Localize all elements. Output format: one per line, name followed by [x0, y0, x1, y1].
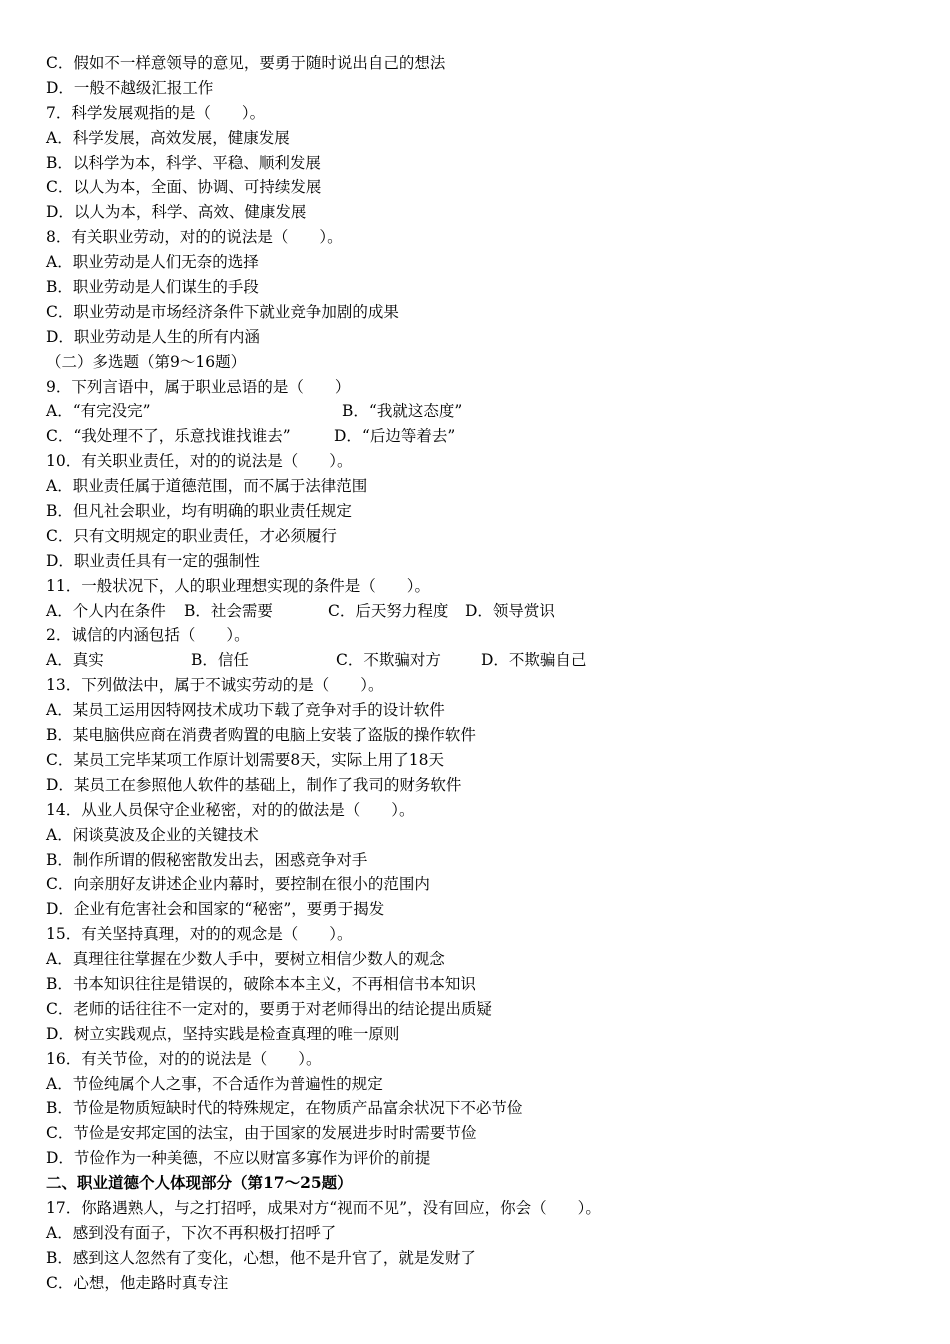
option-c: C．“我处理不了，乐意找谁找谁去”: [46, 427, 291, 446]
option-b: B．“我就这态度”: [342, 402, 463, 421]
option-a: A．个人内在条件: [46, 601, 166, 620]
option-line: B．职业劳动是人们谋生的手段: [46, 278, 259, 297]
question-7: 7．科学发展观指的是（ ）。: [46, 103, 266, 122]
option-line: C．向亲朋好友讲述企业内幕时，要控制在很小的范围内: [46, 875, 430, 894]
option-line: D．企业有危害社会和国家的“秘密”，要勇于揭发: [46, 900, 385, 919]
q9-options-row-1: [46, 399, 926, 424]
option-line: B．感到这人忽然有了变化，心想，他不是升官了，就是发财了: [46, 1248, 476, 1267]
option-line: D．以人为本，科学、高效、健康发展: [46, 203, 307, 222]
option-line: A．节俭纯属个人之事，不合适作为普遍性的规定: [46, 1074, 383, 1093]
document-page: [46, 51, 926, 1296]
option-line: A．真理往往掌握在少数人手中，要树立相信少数人的观念: [46, 950, 445, 969]
option-c: C．不欺骗对方: [336, 651, 441, 670]
option-line: A．职业责任属于道德范围，而不属于法律范围: [46, 477, 368, 496]
question-11: 11．一般状况下，人的职业理想实现的条件是（ ）。: [46, 576, 430, 595]
option-d: D．领导赏识: [465, 601, 555, 620]
question-10: 10．有关职业责任，对的的说法是（ ）。: [46, 452, 353, 471]
question-14: 14．从业人员保守企业秘密，对的的做法是（ ）。: [46, 800, 415, 819]
option-line: B．但凡社会职业，均有明确的职业责任规定: [46, 502, 352, 521]
option-line: C．职业劳动是市场经济条件下就业竞争加剧的成果: [46, 302, 399, 321]
option-line: C．节俭是安邦定国的法宝，由于国家的发展进步时时需要节俭: [46, 1124, 477, 1143]
option-line: D．职业劳动是人生的所有内涵: [46, 327, 260, 346]
question-9: 9．下列言语中，属于职业忌语的是（ ）: [46, 377, 351, 396]
option-line: B．节俭是物质短缺时代的特殊规定，在物质产品富余状况下不必节俭: [46, 1099, 523, 1118]
q9-options-row-2: [46, 424, 926, 449]
option-line: C．以人为本，全面、协调、可持续发展: [46, 178, 322, 197]
text-line: D．一般不越级汇报工作: [46, 78, 214, 97]
option-line: B．某电脑供应商在消费者购置的电脑上安装了盗版的操作软件: [46, 726, 476, 745]
option-line: A．感到没有面子，下次不再积极打招呼了: [46, 1223, 337, 1242]
option-d: D．不欺骗自己: [481, 651, 587, 670]
option-line: C．心想，他走路时真专注: [46, 1273, 229, 1292]
option-b: B．信任: [191, 651, 249, 670]
question-8: 8．有关职业劳动，对的的说法是（ ）。: [46, 228, 343, 247]
option-d: D．“后边等着去”: [334, 427, 456, 446]
option-line: D．树立实践观点，坚持实践是检查真理的唯一原则: [46, 1024, 400, 1043]
question-13: 13．下列做法中，属于不诚实劳动的是（ ）。: [46, 676, 384, 695]
q11-options-row: [46, 599, 926, 624]
option-line: D．节俭作为一种美德，不应以财富多寡作为评价的前提: [46, 1149, 431, 1168]
option-a: A．“有完没完”: [46, 402, 151, 421]
option-b: B．社会需要: [184, 601, 273, 620]
option-c: C．后天努力程度: [328, 601, 449, 620]
option-line: C．只有文明规定的职业责任，才必须履行: [46, 526, 337, 545]
q12-options-row: [46, 648, 926, 673]
option-line: D．职业责任具有一定的强制性: [46, 551, 260, 570]
option-line: B．以科学为本，科学、平稳、顺利发展: [46, 153, 321, 172]
section-heading-part-two: 二、职业道德个人体现部分（第17～25题）: [46, 1173, 353, 1193]
text-line: C．假如不一样意领导的意见，要勇于随时说出自己的想法: [46, 54, 446, 72]
option-line: B．书本知识往往是错误的，破除本本主义，不再相信书本知识: [46, 974, 476, 993]
option-line: A．职业劳动是人们无奈的选择: [46, 253, 259, 272]
option-line: D．某员工在参照他人软件的基础上，制作了我司的财务软件: [46, 775, 462, 794]
option-line: A．闲谈莫波及企业的关键技术: [46, 825, 259, 844]
option-line: B．制作所谓的假秘密散发出去，困惑竞争对手: [46, 850, 368, 869]
question-12: 2．诚信的内涵包括（ ）。: [46, 626, 250, 645]
question-17: 17．你路遇熟人，与之打招呼，成果对方“视而不见”，没有回应，你会（ ）。: [46, 1198, 601, 1217]
question-16: 16．有关节俭，对的的说法是（ ）。: [46, 1049, 322, 1068]
option-line: C．老师的话往往不一定对的，要勇于对老师得出的结论提出质疑: [46, 999, 492, 1018]
option-line: C．某员工完毕某项工作原计划需要8天，实际上用了18天: [46, 750, 444, 769]
question-15: 15．有关坚持真理，对的的观念是（ ）。: [46, 925, 353, 944]
option-a: A．真实: [46, 651, 104, 670]
option-line: A．科学发展，高效发展，健康发展: [46, 128, 290, 147]
section-heading-multiple-choice: （二）多选题（第9～16题）: [46, 352, 247, 371]
option-line: A．某员工运用因特网技术成功下载了竞争对手的设计软件: [46, 701, 445, 720]
